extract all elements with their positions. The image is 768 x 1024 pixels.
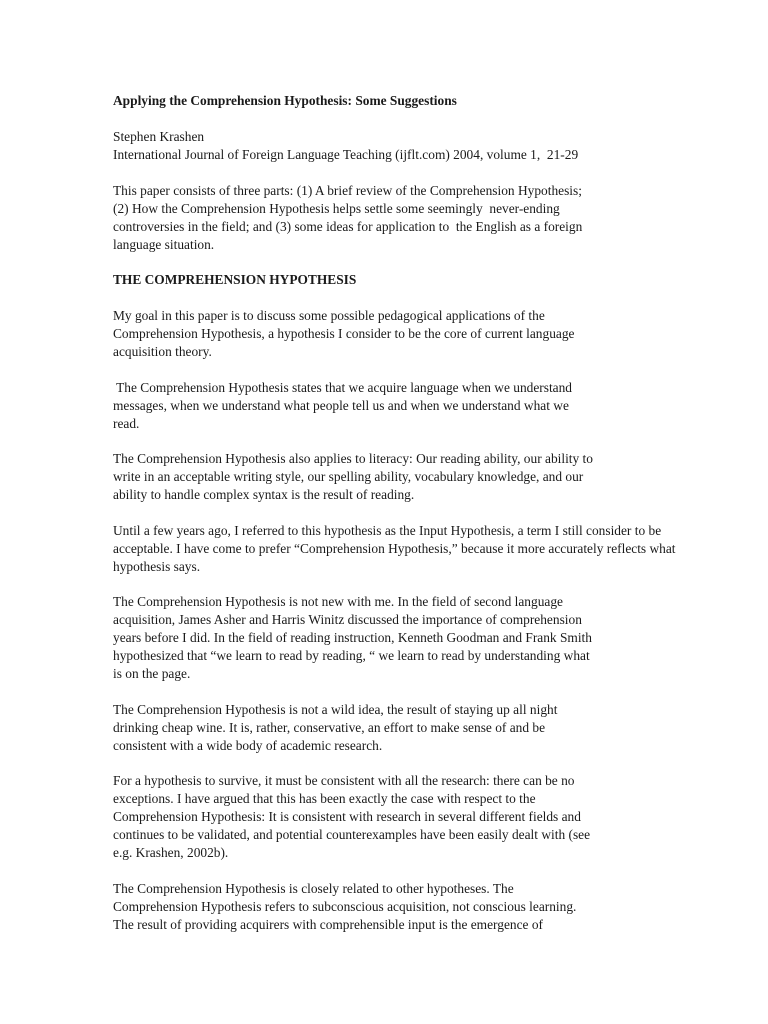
paragraph-line: acquisition, James Asher and Harris Winitz discussed the importance of comprehension	[113, 612, 582, 627]
paragraph-line: messages, when we understand what people tell us and when we understand what we	[113, 397, 569, 413]
paragraph-line: read.	[113, 415, 140, 431]
paragraph	[113, 772, 761, 862]
intro-line: controversies in the field; and (3) some ideas for application to the English as a foreign	[113, 218, 583, 234]
paragraph-line: years before I did. In the field of reading instruction, Kenneth Goodman and Frank Smith	[113, 630, 592, 645]
paragraph-line: acquisition theory.	[113, 344, 212, 359]
paragraph-line: exceptions. I have argued that this has been exactly the case with respect to the	[113, 791, 536, 806]
paragraph-line: Comprehension Hypothesis: It is consistent with research in several different fields and	[113, 809, 581, 824]
paragraph-line: My goal in this paper is to discuss some possible pedagogical applications of the	[113, 308, 545, 323]
paragraph-line: Comprehension Hypothesis, a hypothesis I consider to be the core of current language	[113, 326, 575, 341]
document-page	[113, 92, 761, 951]
paragraph-line: The Comprehension Hypothesis is not a wild idea, the result of staying up all night	[113, 701, 558, 717]
intro-line: This paper consists of three parts: (1) A brief review of the Comprehension Hypothesis;	[113, 182, 582, 198]
paragraph-line: The result of providing acquirers with comprehensible input is the emergence of	[113, 916, 543, 932]
section-heading: THE COMPREHENSION HYPOTHESIS	[113, 272, 357, 287]
paragraph-line: e.g. Krashen, 2002b).	[113, 845, 229, 860]
paragraph	[113, 522, 761, 576]
journal-citation: International Journal of Foreign Language Teaching (ijflt.com) 2004, volume 1, 21-29	[113, 147, 579, 162]
paragraph-line: The Comprehension Hypothesis is not new with me. In the field of second language	[113, 594, 563, 609]
paragraph-line: consistent with a wide body of academic research.	[113, 737, 383, 753]
paragraph	[113, 379, 761, 433]
paragraph-line: Comprehension Hypothesis refers to subconscious acquisition, not conscious learning.	[113, 898, 577, 914]
author-name: Stephen Krashen	[113, 129, 205, 144]
document-title: Applying the Comprehension Hypothesis: Some Suggestions	[113, 93, 457, 108]
intro-paragraph	[113, 182, 761, 254]
paragraph	[113, 701, 761, 755]
paragraph-line: hypothesized that “we learn to read by reading, “ we learn to read by understanding what	[113, 648, 590, 663]
paragraph-line: Until a few years ago, I referred to this hypothesis as the Input Hypothesis, a term I still consider to be	[113, 522, 662, 538]
paragraph-line: acceptable. I have come to prefer “Comprehension Hypothesis,” because it more accurately reflects what	[113, 540, 676, 556]
paragraph	[113, 880, 761, 934]
paragraph	[113, 450, 761, 504]
paragraph-line: The Comprehension Hypothesis also applies to literacy: Our reading ability, our ability to	[113, 451, 593, 466]
paragraph-line: continues to be validated, and potential counterexamples have been easily dealt with (see	[113, 827, 591, 842]
paragraph	[113, 593, 761, 683]
paragraph-line: ability to handle complex syntax is the result of reading.	[113, 487, 415, 502]
author-block	[113, 128, 761, 164]
paragraph-line: For a hypothesis to survive, it must be consistent with all the research: there can be no	[113, 773, 575, 788]
paragraph-line: is on the page.	[113, 666, 191, 681]
paragraph-line: The Comprehension Hypothesis is closely related to other hypotheses. The	[113, 880, 514, 896]
paragraph-line: hypothesis says.	[113, 558, 201, 574]
intro-line: (2) How the Comprehension Hypothesis helps settle some seemingly never-ending	[113, 200, 560, 216]
intro-line: language situation.	[113, 236, 215, 252]
paragraph-line: write in an acceptable writing style, our spelling ability, vocabulary knowledge, and our	[113, 469, 584, 484]
paragraph-line: drinking cheap wine. It is, rather, conservative, an effort to make sense of and be	[113, 719, 546, 735]
paragraph-line: The Comprehension Hypothesis states that we acquire language when we understand	[113, 379, 573, 395]
paragraph	[113, 307, 761, 361]
